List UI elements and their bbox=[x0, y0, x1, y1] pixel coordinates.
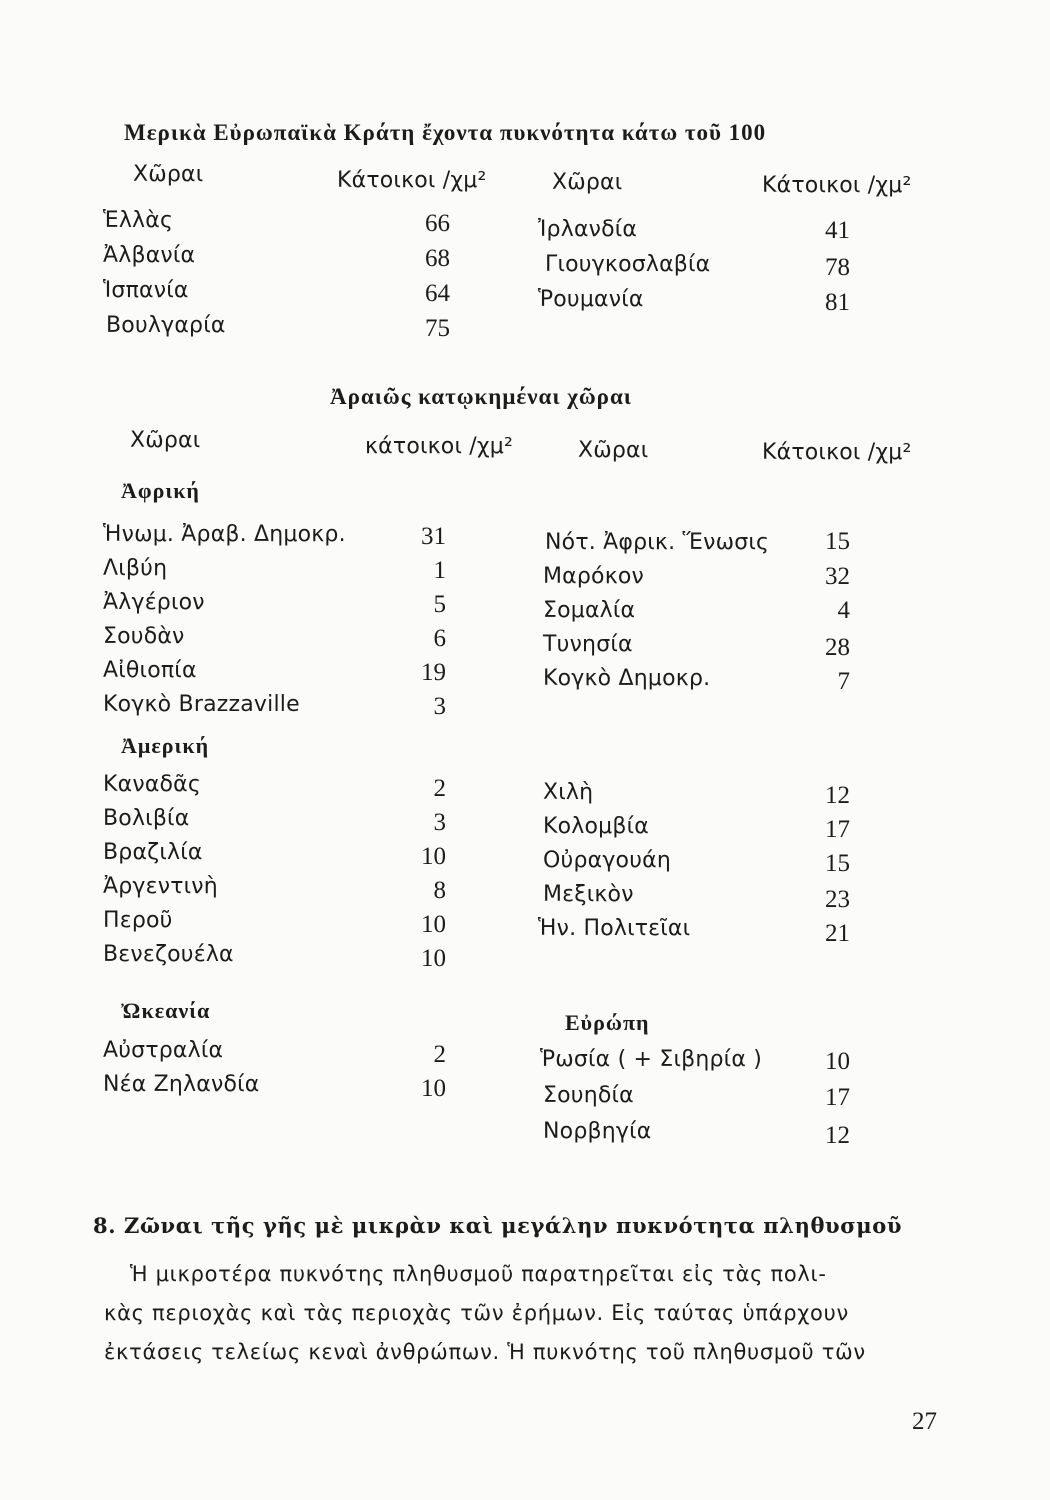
africa-right-name: Σομαλία bbox=[543, 598, 636, 623]
oceania-left-name: Νέα Ζηλανδία bbox=[103, 1072, 260, 1097]
africa-left-name: Σουδὰν bbox=[103, 624, 185, 649]
africa-left-value: 19 bbox=[421, 659, 446, 686]
region-label-africa: Ἀφρική bbox=[121, 478, 200, 503]
africa-left-name: Κογκὸ Brazzaville bbox=[103, 692, 300, 717]
africa-right-value: 4 bbox=[837, 597, 850, 624]
europe-right-name: Ῥουμανία bbox=[538, 287, 644, 312]
africa-right-name: Τυνησία bbox=[543, 632, 633, 657]
europe-header-countries-right: Χῶραι bbox=[552, 170, 623, 195]
america-right-name: Κολομβία bbox=[543, 814, 649, 839]
europe-table-title: Μερικὰ Εὐρωπαϊκὰ Κράτη ἔχοντα πυκνότητα κάτω τοῦ 100 bbox=[124, 120, 767, 145]
america-left-value: 10 bbox=[421, 911, 446, 938]
america-left-value: 10 bbox=[421, 945, 446, 972]
america-left-name: Ἀργεντινὴ bbox=[103, 874, 218, 899]
america-right-name: Μεξικὸν bbox=[543, 882, 634, 907]
africa-left-name: Ἀλγέριον bbox=[103, 590, 205, 615]
europe-sparse-right-value: 10 bbox=[825, 1048, 850, 1075]
africa-left-value: 31 bbox=[421, 523, 446, 550]
america-left-name: Καναδᾶς bbox=[103, 772, 201, 797]
africa-left-name: Λιβύη bbox=[103, 556, 168, 581]
sparse-header-countries-right: Χῶραι bbox=[578, 438, 649, 463]
europe-left-value: 68 bbox=[425, 245, 450, 272]
america-left-name: Βραζιλία bbox=[103, 840, 203, 865]
europe-right-value: 78 bbox=[825, 254, 850, 281]
sparse-header-countries-left: Χῶραι bbox=[130, 428, 201, 453]
region-label-europe: Εὐρώπη bbox=[565, 1010, 650, 1035]
europe-left-value: 66 bbox=[425, 210, 450, 237]
europe-left-name: Ἀλβανία bbox=[103, 243, 196, 268]
africa-left-value: 5 bbox=[433, 591, 446, 618]
paragraph-line: ἐκτάσεις τελείως κεναὶ ἀνθρώπων. Ἡ πυκνότης τοῦ πληθυσμοῦ τῶν bbox=[104, 1340, 866, 1364]
region-label-america: Ἀμερική bbox=[121, 733, 210, 758]
europe-sparse-right-name: Σουηδία bbox=[543, 1083, 634, 1108]
america-right-name: Οὐραγουάη bbox=[543, 848, 671, 873]
region-label-oceania: Ὠκεανία bbox=[121, 998, 211, 1023]
america-right-value: 17 bbox=[825, 816, 850, 843]
europe-right-value: 81 bbox=[825, 289, 850, 316]
america-right-value: 23 bbox=[825, 886, 850, 913]
africa-right-value: 15 bbox=[825, 528, 850, 555]
sparse-table-title: Ἀραιῶς κατῳκημέναι χῶραι bbox=[330, 384, 632, 409]
sparse-header-inhabitants-left: κάτοικοι /χμ² bbox=[365, 434, 514, 459]
europe-right-name: Γιουγκοσλαβία bbox=[545, 252, 711, 277]
oceania-left-value: 2 bbox=[433, 1041, 446, 1068]
europe-header-inhabitants-left: Κάτοικοι /χμ² bbox=[337, 168, 487, 193]
america-left-name: Περοῦ bbox=[103, 908, 173, 933]
america-right-value: 15 bbox=[825, 850, 850, 877]
africa-left-value: 3 bbox=[433, 693, 446, 720]
america-left-value: 8 bbox=[433, 877, 446, 904]
europe-left-name: Ἑλλὰς bbox=[103, 208, 174, 233]
europe-sparse-right-name: Ῥωσία ( + Σιβηρία ) bbox=[540, 1047, 762, 1072]
africa-right-value: 7 bbox=[837, 668, 850, 695]
europe-left-value: 64 bbox=[425, 280, 450, 307]
africa-right-name: Μαρόκον bbox=[543, 564, 645, 589]
america-left-name: Βενεζουέλα bbox=[103, 942, 234, 967]
america-right-name: Ἡν. Πολιτεῖαι bbox=[538, 916, 691, 941]
america-left-value: 10 bbox=[421, 843, 446, 870]
page-number: 27 bbox=[912, 1408, 937, 1435]
africa-right-name: Κογκὸ Δημοκρ. bbox=[543, 666, 711, 691]
america-right-value: 21 bbox=[825, 920, 850, 947]
oceania-left-value: 10 bbox=[421, 1075, 446, 1102]
africa-left-value: 6 bbox=[433, 625, 446, 652]
africa-right-name: Νότ. Ἀφρικ. Ἕνωσις bbox=[545, 530, 770, 555]
sparse-header-inhabitants-right: Κάτοικοι /χμ² bbox=[762, 440, 912, 465]
europe-header-inhabitants-right: Κάτοικοι /χμ² bbox=[762, 173, 912, 198]
europe-sparse-right-name: Νορβηγία bbox=[543, 1119, 652, 1144]
america-left-name: Βολιβία bbox=[103, 806, 190, 831]
africa-right-value: 32 bbox=[825, 563, 850, 590]
europe-right-value: 41 bbox=[825, 217, 850, 244]
europe-left-name: Βουλγαρία bbox=[106, 313, 226, 338]
europe-sparse-right-value: 17 bbox=[825, 1084, 850, 1111]
europe-left-name: Ἱσπανία bbox=[103, 278, 189, 303]
africa-left-name: Ἡνωμ. Ἀραβ. Δημοκρ. bbox=[103, 522, 346, 547]
america-right-value: 12 bbox=[825, 782, 850, 809]
africa-left-value: 1 bbox=[433, 557, 446, 584]
africa-left-name: Αἰθιοπία bbox=[103, 658, 197, 683]
europe-right-name: Ἰρλανδία bbox=[538, 217, 638, 242]
section-title: 8. Ζῶναι τῆς γῆς μὲ μικρὰν καὶ μεγάλην πυκνότητα πληθυσμοῦ bbox=[93, 1213, 903, 1238]
america-left-value: 3 bbox=[433, 809, 446, 836]
america-left-value: 2 bbox=[433, 775, 446, 802]
europe-header-countries-left: Χῶραι bbox=[133, 162, 204, 187]
paragraph-line: κὰς περιοχὰς καὶ τὰς περιοχὰς τῶν ἐρήμων. Εἰς ταύτας ὑπάρχουν bbox=[104, 1301, 849, 1325]
europe-left-value: 75 bbox=[425, 315, 450, 342]
america-right-name: Χιλὴ bbox=[543, 780, 594, 805]
europe-sparse-right-value: 12 bbox=[825, 1122, 850, 1149]
oceania-left-name: Αὐστραλία bbox=[103, 1038, 224, 1063]
africa-right-value: 28 bbox=[825, 634, 850, 661]
paragraph-line: Ἡ μικροτέρα πυκνότης πληθυσμοῦ παρατηρεῖται εἰς τὰς πολι- bbox=[130, 1262, 827, 1286]
